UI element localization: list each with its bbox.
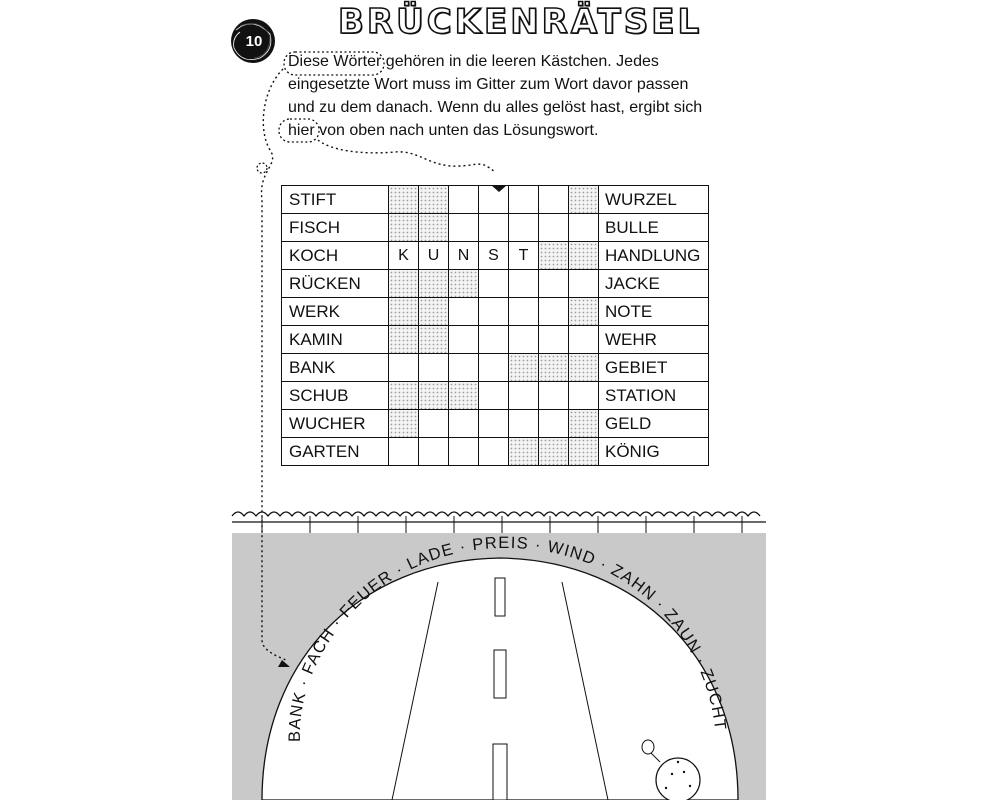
clue-word-left: RÜCKEN: [282, 270, 389, 298]
clue-word-right: BULLE: [599, 214, 709, 242]
clue-word-left: KAMIN: [282, 326, 389, 354]
answer-cell[interactable]: N: [449, 242, 479, 270]
clue-word-right: KÖNIG: [599, 438, 709, 466]
instruction-line: und zu dem danach. Wenn du alles gelöst hast, ergibt sich: [288, 99, 703, 116]
clue-word-left: GARTEN: [282, 438, 389, 466]
answer-cell[interactable]: S: [479, 242, 509, 270]
answer-cell[interactable]: K: [389, 242, 419, 270]
clue-word-left: KOCH: [282, 242, 389, 270]
clue-word-left: SCHUB: [282, 382, 389, 410]
clue-word-right: STATION: [599, 382, 709, 410]
word-bank-text: BANK · FACH · FEUER · LADE · PREIS · WIND · ZAHN · ZAUN · ZUCHT: [285, 533, 730, 743]
instruction-line: eingesetzte Wort muss im Gitter zum Wort davor passen: [288, 76, 689, 93]
clue-word-right: WURZEL: [599, 186, 709, 214]
answer-cell[interactable]: T: [509, 242, 539, 270]
instruction-line: Diese Wörter gehören in die leeren Kästchen. Jedes: [288, 53, 659, 70]
answer-cell[interactable]: U: [419, 242, 449, 270]
clue-word-right: JACKE: [599, 270, 709, 298]
svg-text:BANK · FACH · FEUER · LADE · P: [286, 534, 729, 742]
clue-word-left: FISCH: [282, 214, 389, 242]
clue-word-left: WERK: [282, 298, 389, 326]
clue-word-left: WUCHER: [282, 410, 389, 438]
page-title: BRÜCKENRÄTSEL: [338, 2, 703, 42]
clue-word-right: GEBIET: [599, 354, 709, 382]
page-number: 10: [245, 33, 263, 50]
clue-word-left: BANK: [282, 354, 389, 382]
clue-word-right: GELD: [599, 410, 709, 438]
clue-word-left: STIFT: [282, 186, 389, 214]
instruction-line: hier von oben nach unten das Lösungswort.: [288, 122, 599, 139]
clue-word-right: WEHR: [599, 326, 709, 354]
clue-word-right: HANDLUNG: [599, 242, 709, 270]
clue-word-right: NOTE: [599, 298, 709, 326]
